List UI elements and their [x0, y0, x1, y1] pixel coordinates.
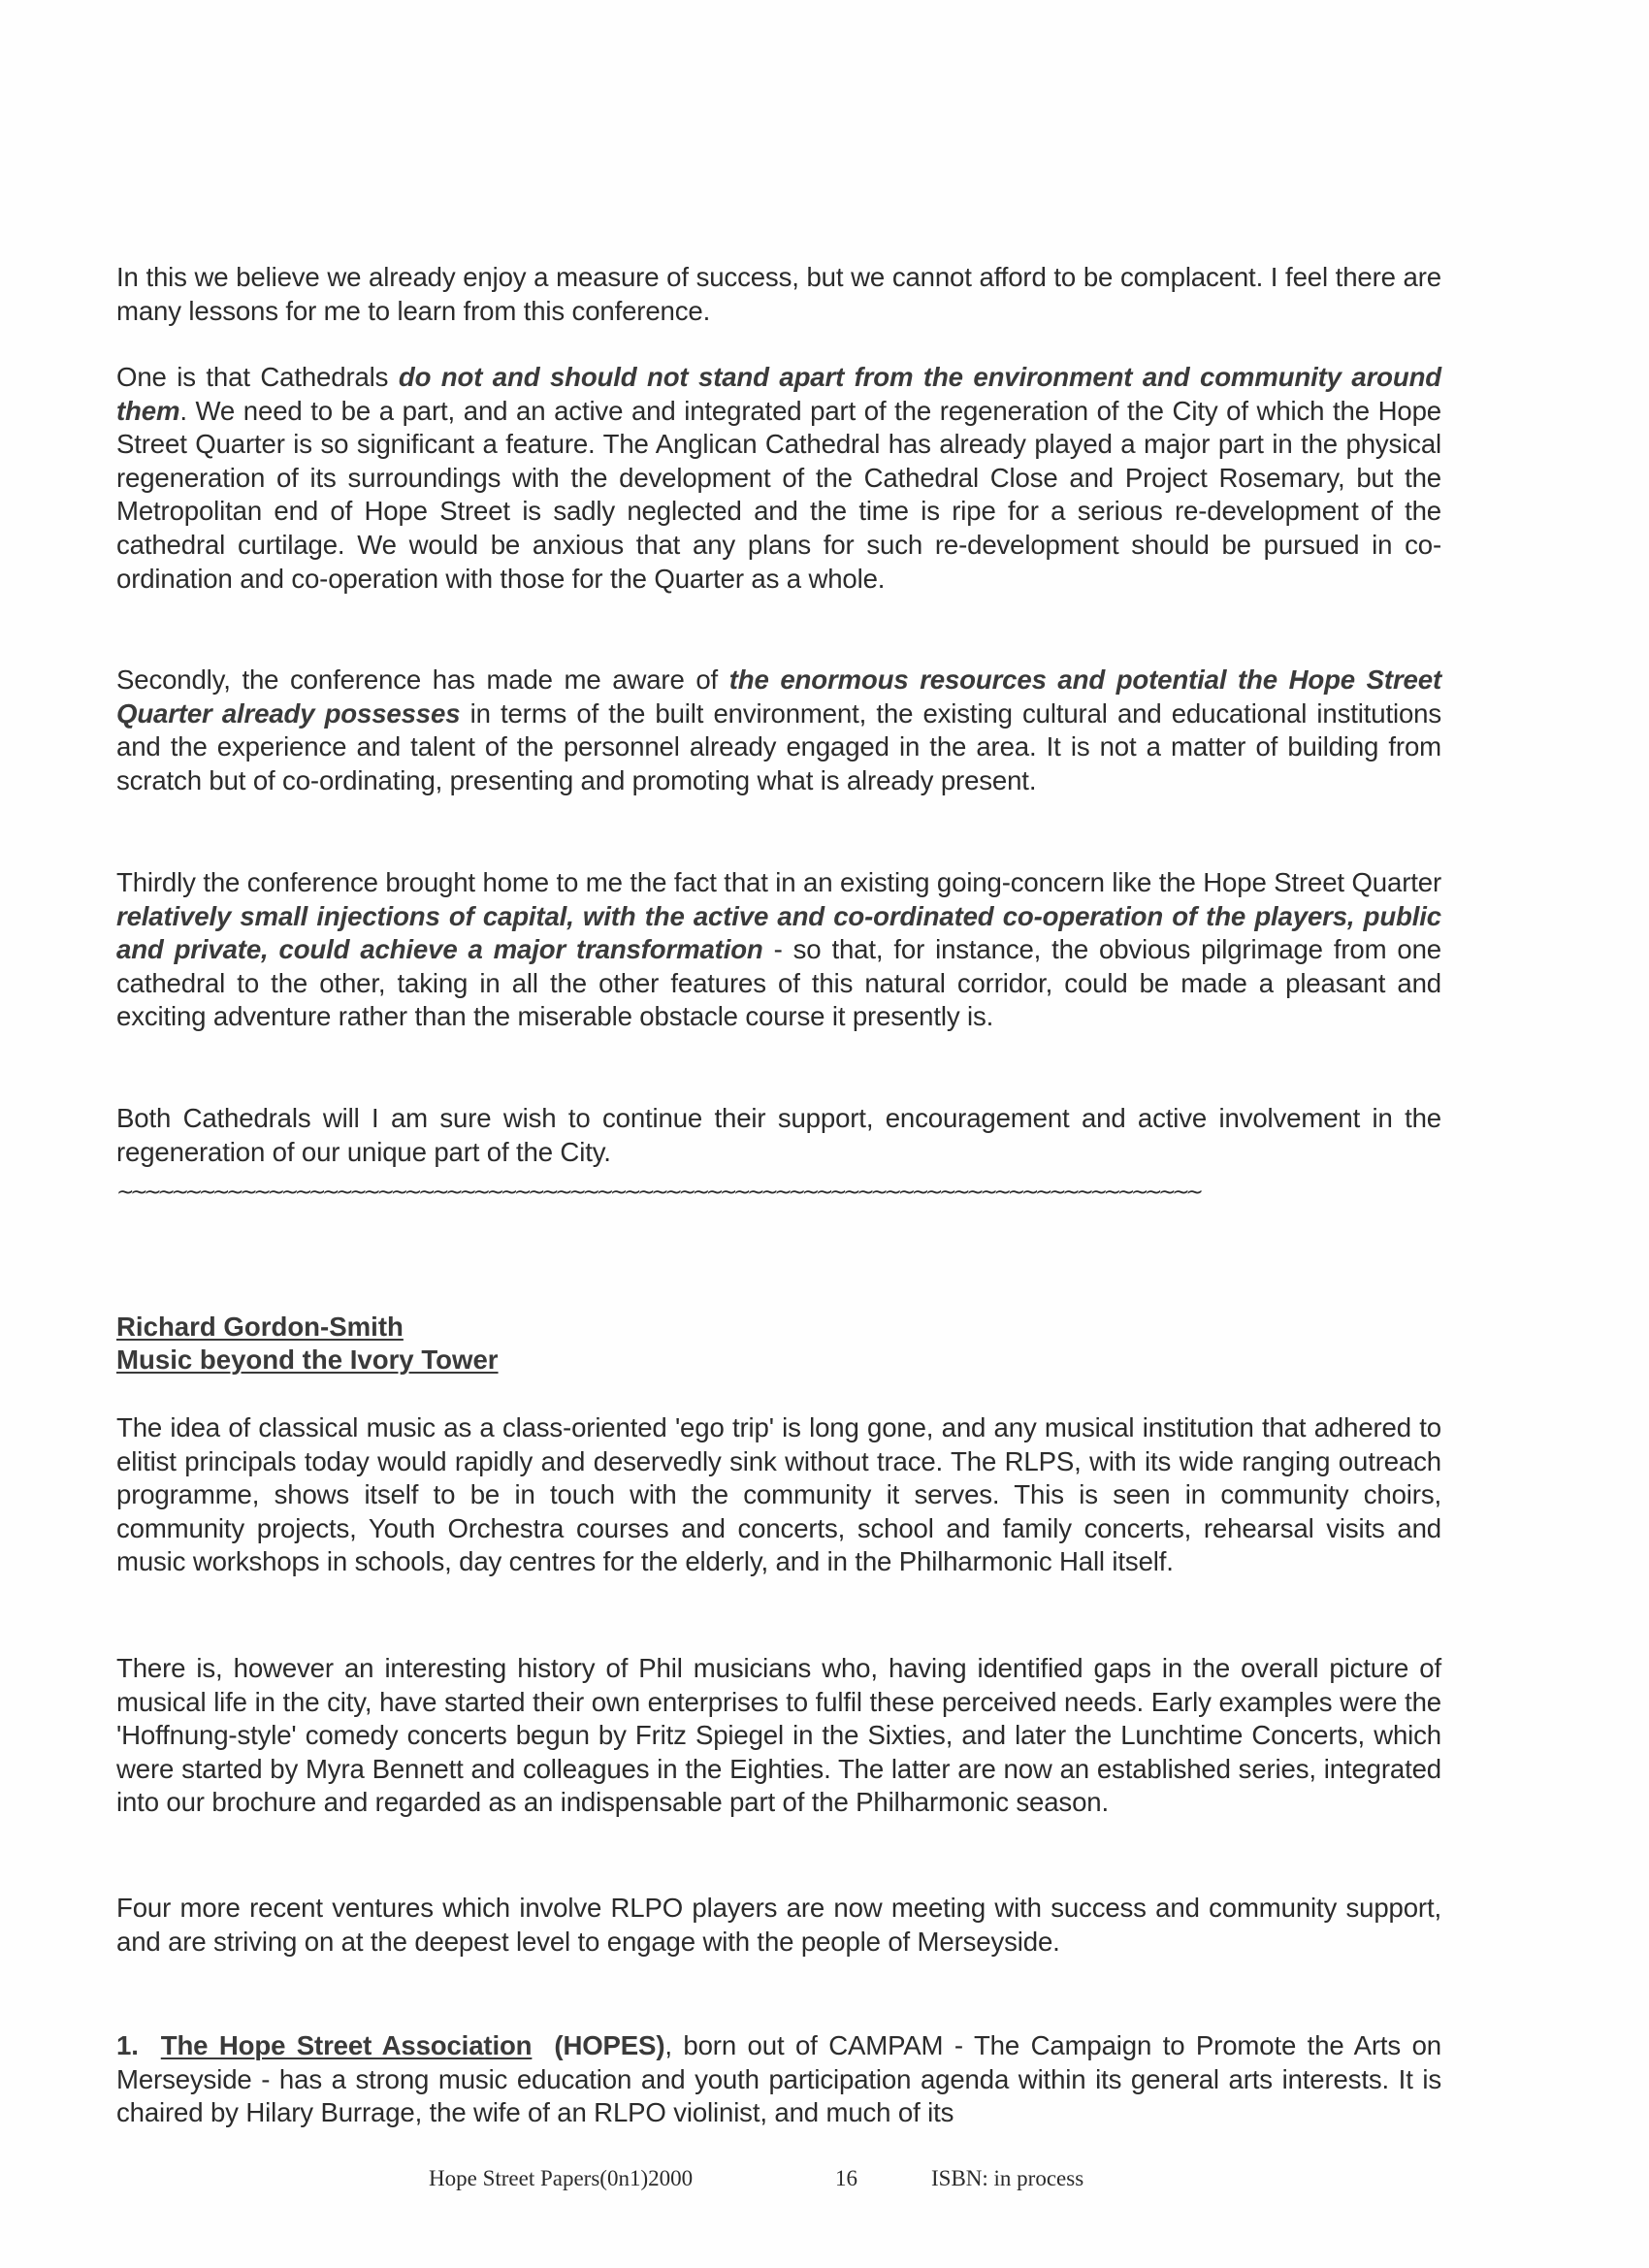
paragraph-text: The idea of classical music as a class-oriented 'ego trip' is long gone, and any musical institution that adhered to elitist principals today would rapidly and deservedly sink without trace. The RLPS, with its wide ranging outreach programme, shows itself to be in touch with the community it serves. This is seen in community choirs, community projects, Youth Orchestra courses and concerts, school and family concerts, rehearsal visits and music workshops in schools, day centres for the elderly, and in the Philharmonic Hall itself.: [116, 1412, 1441, 1577]
footer-page-number: 16: [835, 2166, 857, 2190]
numbered-item-hopes: [116, 2029, 1441, 2130]
paragraph-intro: [116, 261, 1441, 328]
item-text: , born out of CAMPAM - The Campaign to Promote the Arts on Merseyside - has a strong music education and youth participation agenda within its general arts interests. It is chaired by Hilary Burrage, the wife of an RLPO violinist, and much of its: [116, 2030, 1441, 2128]
paragraph-first-lesson: [116, 361, 1441, 596]
emphasis-text: the enormous resources and potential the Hope Street Quarter already possesses: [116, 664, 1441, 729]
paragraph-text: In this we believe we already enjoy a measure of success, but we cannot afford to be complacent. I feel there are many lessons for me to learn from this conference.: [116, 262, 1441, 326]
section-heading: [116, 1311, 499, 1377]
paragraph-text: in terms of the built environment, the existing cultural and educational institutions and the experience and talent of the personnel already engaged in the area. It is not a matter of building from scratch but of co-ordinating, presenting and promoting what is already present.: [116, 697, 1442, 795]
tilde-separator: ~~~~~~~~~~~~~~~~~~~~~~~~~~~~~~~~~~~~~~~~~~~~~~~~~~~~~~~~~~~~~~~~~~~~~~~~~~~~~~~: [116, 1183, 1200, 1204]
paragraph-text: There is, however an interesting history of Phil musicians who, having identified gaps in the overall picture of musical life in the city, have started their own enterprises to fulfil these perceived needs. Early examples were the 'Hoffnung-style' comedy concerts begun by Fritz Spiegel in the Sixties, and later the Lunchtime Concerts, which were started by Myra Bennett and colleagues in the Eighties. The latter are now an established series, integrated into our brochure and regarded as an indispensable part of the Philharmonic season.: [116, 1653, 1441, 1818]
paragraph-history: [116, 1652, 1441, 1820]
footer-isbn: ISBN: in process: [931, 2166, 1084, 2190]
paragraph-text: One is that Cathedrals: [116, 362, 399, 392]
paragraph-classical-music: [116, 1411, 1441, 1579]
paragraph-text: Thirdly the conference brought home to me the fact that in an existing going-concern like the Hope Street Quarter: [116, 867, 1441, 897]
paragraph-text: - so that, for instance, the obvious pilgrimage from one cathedral to the other, taking in all the other features of this natural corridor, could be made a pleasant and exciting adventure rather than the miserable obstacle course it presently is.: [116, 934, 1441, 1032]
emphasis-text: do not and should not stand apart from the environment and community around them: [116, 362, 1441, 426]
author-name: Richard Gordon-Smith: [116, 1312, 404, 1342]
item-number: 1.: [116, 2030, 139, 2060]
emphasis-text: relatively small injections of capital, with the active and co-ordinated co-operation of the players, public and private, could achieve a major transformation: [116, 900, 1441, 965]
paragraph-text: Secondly, the conference has made me aware of: [116, 664, 729, 695]
item-title: The Hope Street Association: [160, 2030, 533, 2060]
page-footer: [0, 2165, 1649, 2194]
paragraph-text: . We need to be a part, and an active and integrated part of the regeneration of the City of which the Hope Street Quarter is so significant a feature. The Anglican Cathedral has already played a major part in the physical regeneration of its surroundings with the development of the Cathedral Close and Project Rosemary, but the Metropolitan end of Hope Street is sadly neglected and the time is ripe for a serious re-development of the cathedral curtilage. We would be anxious that any plans for such re-development should be pursued in co-ordination and co-operation with those for the Quarter as a whole.: [116, 395, 1441, 594]
paragraph-conclusion: [116, 1102, 1441, 1169]
item-abbreviation: (HOPES): [554, 2030, 665, 2060]
paragraph-third-lesson: [116, 866, 1441, 1034]
paragraph-second-lesson: [116, 664, 1441, 797]
paragraph-text: Both Cathedrals will I am sure wish to continue their support, encouragement and active involvement in the regeneration of our unique part of the City.: [116, 1103, 1441, 1167]
section-title: Music beyond the Ivory Tower: [116, 1345, 499, 1375]
paragraph-ventures: [116, 1892, 1441, 1959]
paragraph-text: Four more recent ventures which involve RLPO players are now meeting with success and community support, and are striving on at the deepest level to engage with the people of Merseyside.: [116, 1893, 1441, 1957]
footer-publication: Hope Street Papers(0n1)2000: [429, 2166, 694, 2190]
